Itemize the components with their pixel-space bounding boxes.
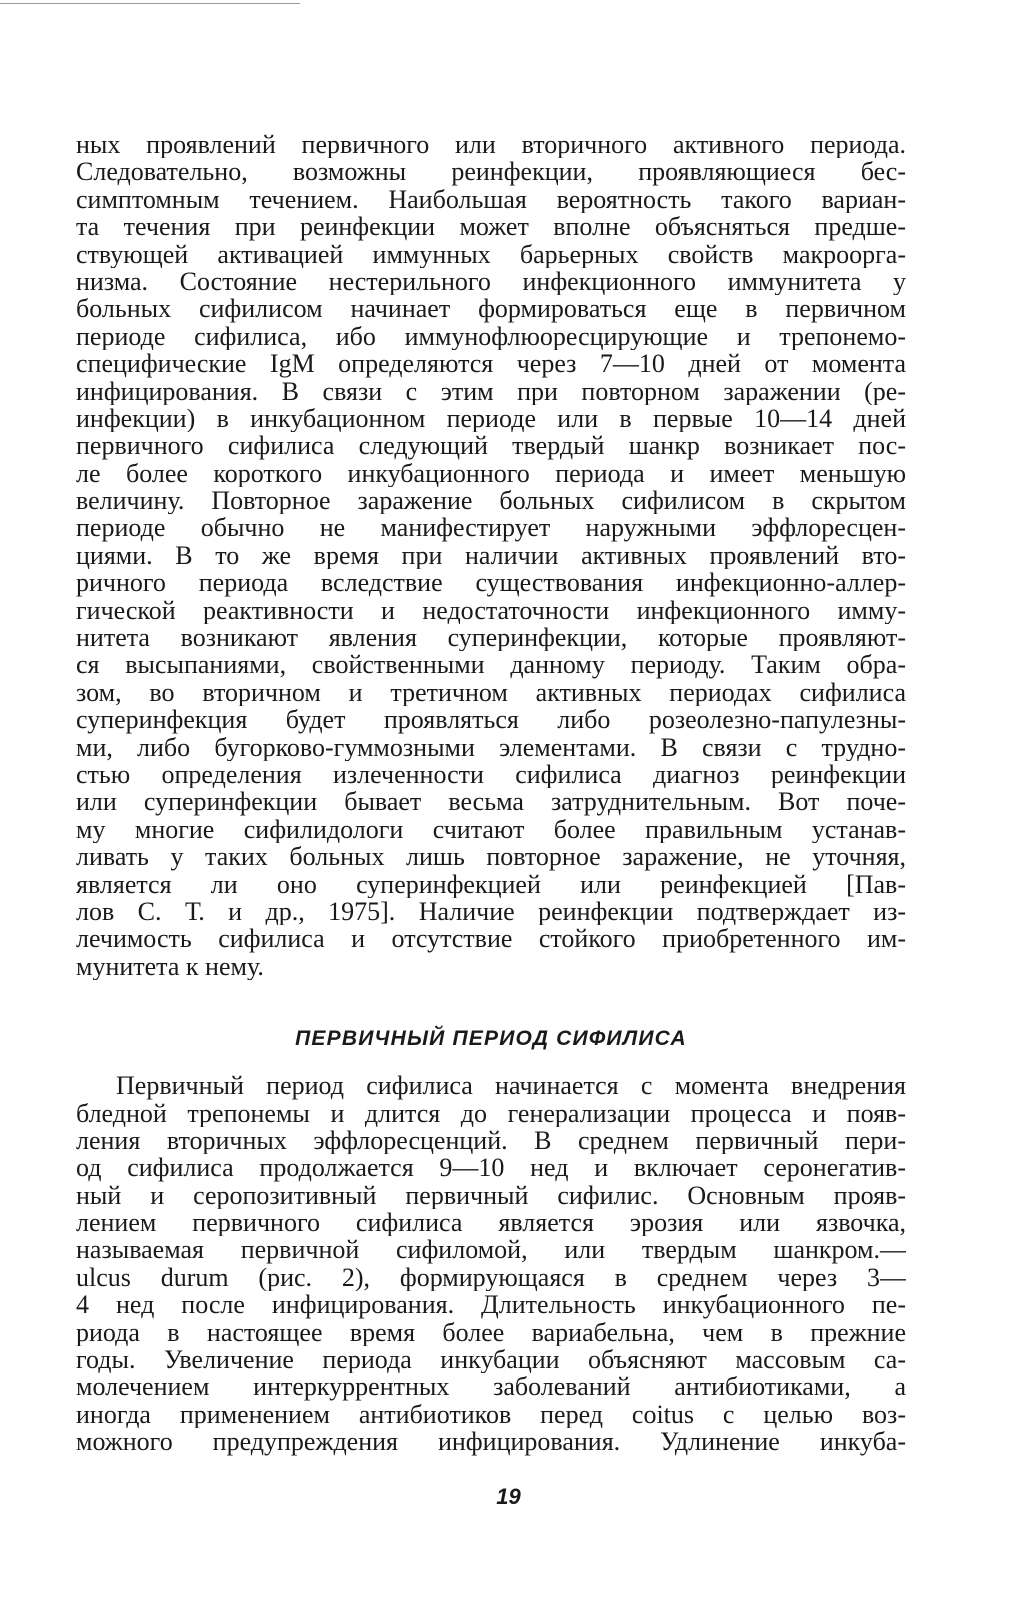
text-line: ми, либо бугорково-гуммозными элементами. В связи с трудно-	[76, 733, 906, 761]
text-line: величину. Повторное заражение больных сифилисом в скрытом	[76, 487, 906, 515]
text-line: молечением интеркуррентных заболеваний антибиотиками, а	[76, 1373, 906, 1401]
text-line: мунитета к нему.	[76, 952, 264, 981]
text-line: циями. В то же время при наличии активных проявлений вто-	[76, 541, 906, 570]
text-line: лов С. Т. и др., 1975]. Наличие реинфекции подтверждает из-	[76, 897, 906, 926]
text-line: называемая первичной сифиломой, или твердым шанкром.—	[76, 1236, 906, 1264]
paragraph-reinfection	[76, 131, 906, 980]
text-line: инфицирования. В связи с этим при повторном заражении (ре-	[76, 377, 906, 405]
text-line: нитета возникают явления суперинфекции, которые проявляют-	[76, 624, 906, 652]
text-line: лением первичного сифилиса является эрозия или язвочка,	[76, 1209, 906, 1237]
text-line: та течения при реинфекции может вполне объясняться предше-	[76, 213, 906, 241]
text-line: ся высыпаниями, свойственными данному периоду. Таким обра-	[76, 651, 906, 679]
text-line: симптомным течением. Наибольшая вероятность такого вариан-	[76, 185, 906, 214]
text-line: можного предупреждения инфицирования. Удлинение инкуба-	[76, 1428, 906, 1456]
text-line: больных сифилисом начинает формироваться еще в первичном	[76, 295, 906, 323]
text-line: лечимость сифилиса и отсутствие стойкого приобретенного им-	[76, 925, 906, 953]
text-line: ле более короткого инкубационного периода и имеет меньшую	[76, 459, 906, 488]
page-number: 19	[496, 1484, 521, 1509]
text-line: гической реактивности и недостаточности инфекционного имму-	[76, 596, 906, 625]
paragraph-primary-period	[76, 1072, 906, 1455]
text-line: Первичный период сифилиса начинается с момента внедрения	[116, 1072, 906, 1100]
text-line: риода в настоящее время более вариабельна, чем в прежние	[76, 1318, 906, 1347]
text-line: бледной трепонемы и длится до генерализации процесса и появ-	[76, 1099, 906, 1127]
text-line: иногда применением антибиотиков перед coitus с целью воз-	[76, 1400, 906, 1429]
text-line: низма. Состояние нестерильного инфекционного иммунитета у	[76, 267, 906, 296]
text-line: ный и серопозитивный первичный сифилис. Основным прояв-	[76, 1181, 906, 1210]
text-line: годы. Увеличение периода инкубации объясняют массовым са-	[76, 1346, 906, 1374]
page-body	[76, 131, 906, 1456]
section-heading: ПЕРВИЧНЫЙ ПЕРИОД СИФИЛИСА	[295, 1027, 687, 1051]
text-line: ливать у таких больных лишь повторное заражение, не уточняя,	[76, 843, 906, 871]
text-line: или суперинфекции бывает весьма затруднительным. Вот поче-	[76, 788, 906, 816]
text-line: 4 нед после инфицирования. Длительность инкубационного пе-	[76, 1291, 906, 1319]
text-line: специфические IgM определяются через 7—10 дней от момента	[76, 350, 906, 378]
text-line: ulcus durum (рис. 2), формирующаяся в среднем через 3—	[76, 1263, 906, 1292]
text-line: ных проявлений первичного или вторичного активного периода.	[76, 131, 906, 159]
text-line: му многие сифилидологи считают более правильным устанав-	[76, 815, 906, 844]
text-line: од сифилиса продолжается 9—10 нед и включает серонегатив-	[76, 1154, 906, 1182]
text-line: ричного периода вследствие существования инфекционно-аллер-	[76, 569, 906, 597]
text-line: ствующей активацией иммунных барьерных свойств макроорга-	[76, 240, 906, 268]
text-line: суперинфекция будет проявляться либо розеолезно-папулезны-	[76, 706, 906, 734]
text-line: Следовательно, возможны реинфекции, проявляющиеся бес-	[76, 158, 906, 186]
text-line: инфекции) в инкубационном периоде или в первые 10—14 дней	[76, 404, 906, 433]
text-line: является ли оно суперинфекцией или реинфекцией [Пав-	[76, 870, 906, 898]
text-line: зом, во вторичном и третичном активных периодах сифилиса	[76, 678, 906, 707]
text-line: ления вторичных эффлоресценций. В среднем первичный пери-	[76, 1126, 906, 1155]
text-line: периоде обычно не манифестирует наружными эффлоресцен-	[76, 514, 906, 542]
top-edge-rule	[0, 3, 300, 4]
text-line: периоде сифилиса, ибо иммунофлюоресцирующие и трепонемо-	[76, 322, 906, 351]
text-line: стью определения излеченности сифилиса диагноз реинфекции	[76, 760, 906, 789]
text-line: первичного сифилиса следующий твердый шанкр возникает пос-	[76, 432, 906, 460]
